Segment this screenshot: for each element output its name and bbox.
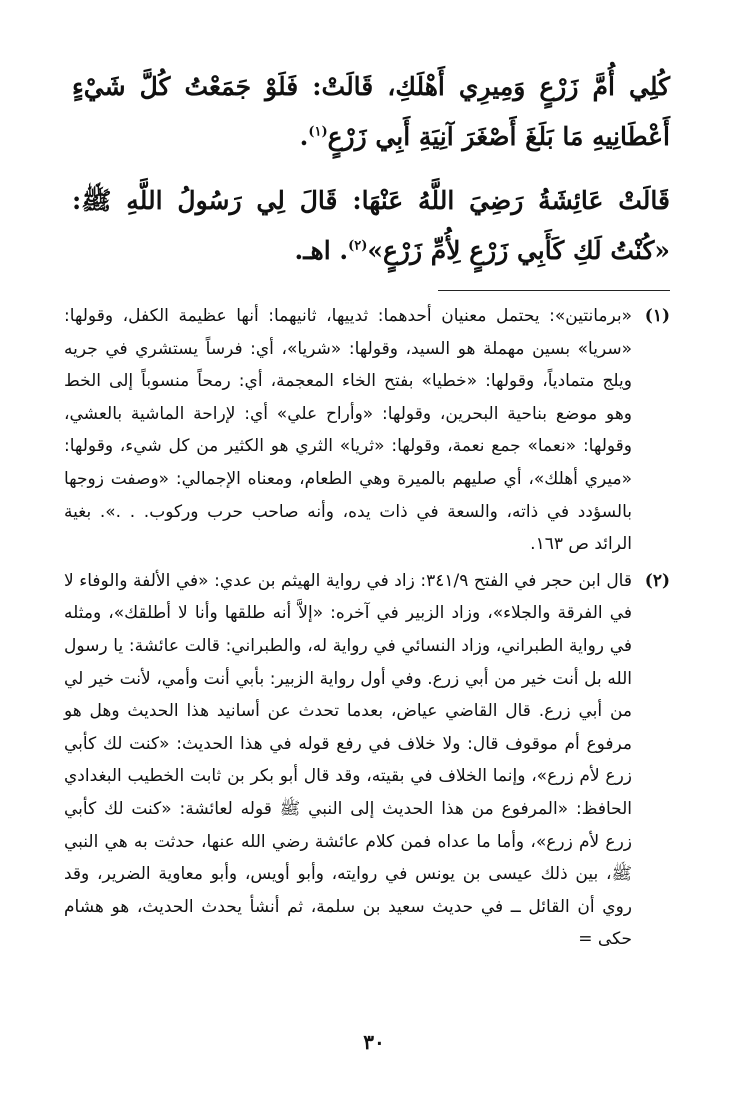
footnote-1-text: «برمانتين»: يحتمل معنيان أحدهما: ثدييها، ثانيهما: أنها عظيمة الكفل، وقولها: «سريا» بسين مهملة هو السيد، وقولها: «شريا»، أي: فرساً يستشري في جريه ويلج متمادياً، وقولها: «خطيا» بفتح الخاء المعجمة، أي: رمحاً منسوباً إلى الخط وهو موضع بناحية البحرين، وقولها: «وأراح علي» أي: لإراحة الماشية بالعشي، وقولها: «نعما» جمع نعمة، وقولها: «ثريا» الثري هو الكثير من كل شيء، وقولها: «ميري أهلك»، أي صليهم بالميرة وهي الطعام، ومعناه الإجمالي: «وصفت زوجها بالسؤدد في ذاته، والسعة في ذات يده، وأنه صاحب حرب وركوب. . .». بغية الرائد ص ١٦٣. xyxy=(64,306,632,555)
page-number: ٣٠ xyxy=(363,1030,385,1054)
main-paragraph-1-text: كُلِي أُمَّ زَرْعٍ وَمِيرِي أَهْلَكِ، قَالَتْ: فَلَوْ جَمَعْتُ كُلَّ شَيْءٍ أَعْطَانِيهِ مَا بَلَغَ أَصْغَرَ آنِيَةِ أَبِي زَرْعٍ xyxy=(72,72,670,151)
main-paragraph-2 xyxy=(72,176,670,276)
main-paragraph-1 xyxy=(72,62,670,162)
footnote-ref-1: (١) xyxy=(308,124,328,140)
main-paragraph-2-text: قَالَتْ عَائِشَةُ رَضِيَ اللَّهُ عَنْهَا: قَالَ لِي رَسُولُ اللَّهِ ﷺ: «كُنْتُ لَكِ كَأَبِي زَرْعٍ لِأُمِّ زَرْعٍ» xyxy=(72,186,670,265)
footnote-separator xyxy=(438,290,670,291)
footnote-1 xyxy=(64,300,670,561)
main-paragraph-1-end: . xyxy=(299,122,309,151)
main-paragraph-2-end: . اهـ. xyxy=(294,236,349,265)
footnote-2-text: قال ابن حجر في الفتح ٣٤١/٩: زاد في رواية الهيثم بن عدي: «في الألفة والوفاء لا في الفرقة والجلاء»، وزاد الزبير في آخره: «إلاَّ أنه طلقها وأنا لا أطلقك»، ومثله في رواية الطبراني، وزاد النسائي في رواية له، والطبراني: قالت عائشة: يا رسول الله بل أنت خير من أبي زرع. وفي أول رواية الزبير: بأبي أنت وأمي، لأنت خير لي من أبي زرع. قال القاضي عياض، بعدما تحدث عن أسانيد هذا الحديث وهل هو مرفوع أم موقوف قال: ولا خلاف في رفع قوله في هذا الحديث: «كنت لك كأبي زرع لأم زرع»، وإنما الخلاف في بقيته، وقد قال أبو بكر بن ثابت الخطيب البغدادي الحافظ: «المرفوع من هذا الحديث إلى النبي ﷺ قوله لعائشة: «كنت لك كأبي زرع لأم زرع»، وأما ما عداه فمن كلام عائشة رضي الله عنها، حدثت به هي النبي ﷺ، بين ذلك عيسى بن يونس في روايته، وأبو أويس، وأبو معاوية الضرير، وقد روي أن القائل ــ في حديث سعيد بن سلمة، ثم أنشأ يحدث الحديث، هو هشام حكى = xyxy=(64,570,632,950)
footnote-ref-2: (٢) xyxy=(348,238,368,254)
footnote-2 xyxy=(64,565,670,956)
footnote-2-number: (٢) xyxy=(644,570,670,591)
main-text xyxy=(72,62,670,276)
footnotes xyxy=(64,300,670,960)
footnote-1-number: (١) xyxy=(644,306,670,326)
